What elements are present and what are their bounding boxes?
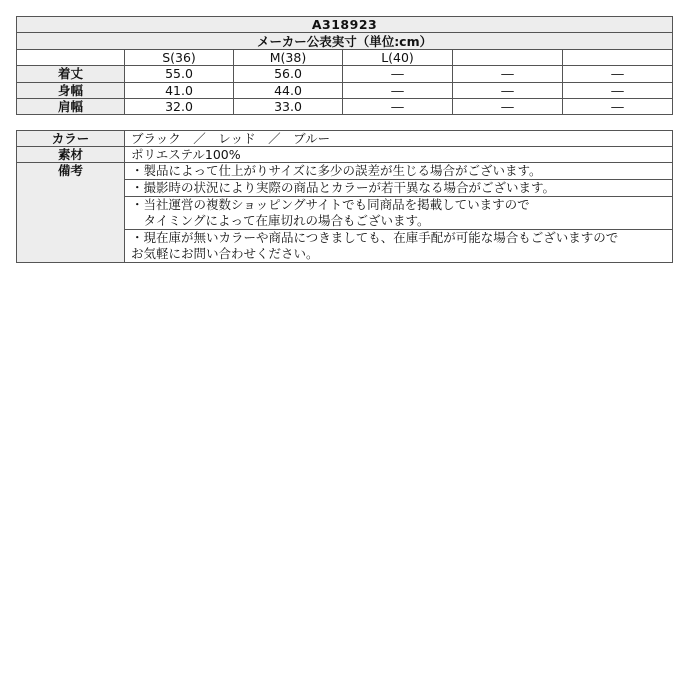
column-header: [17, 49, 125, 65]
table-row: [17, 98, 673, 114]
note-item: [125, 230, 673, 263]
note-row: [17, 163, 673, 180]
cell-value: ―: [343, 66, 453, 82]
column-header-m: M(38): [234, 49, 343, 65]
material-label: 素材: [17, 147, 125, 163]
cell-value: 55.0: [125, 66, 234, 82]
cell-value: 32.0: [125, 98, 234, 114]
color-row: [17, 131, 673, 147]
column-header: [453, 49, 563, 65]
note-line: ・撮影時の状況により実際の商品とカラーが若干異なる場合がございます。: [131, 180, 556, 195]
row-label: 着丈: [17, 66, 125, 82]
note-line: タイミングによって在庫切れの場合もございます。: [131, 213, 430, 228]
row-label: 肩幅: [17, 98, 125, 114]
cell-value: ―: [343, 98, 453, 114]
note-item: [125, 197, 673, 230]
color-label: カラー: [17, 131, 125, 147]
notes-label: 備考: [17, 163, 125, 263]
cell-value: ―: [563, 98, 673, 114]
note-item: [125, 180, 673, 197]
note-line: お気軽にお問い合わせください。: [131, 246, 319, 261]
size-header-row: [17, 49, 673, 65]
cell-value: ―: [453, 82, 563, 98]
table-row: [17, 66, 673, 82]
info-table: [16, 130, 673, 263]
cell-value: 33.0: [234, 98, 343, 114]
cell-value: ―: [563, 66, 673, 82]
size-table-subtitle: メーカー公表実寸（単位:cm）: [17, 33, 673, 49]
table-row: [17, 82, 673, 98]
column-header-s: S(36): [125, 49, 234, 65]
cell-value: 41.0: [125, 82, 234, 98]
note-line: ・製品によって仕上がりサイズに多少の誤差が生じる場合がございます。: [131, 163, 542, 178]
note-line: ・当社運営の複数ショッピングサイトでも同商品を掲載していますので: [131, 197, 530, 212]
cell-value: ―: [453, 98, 563, 114]
material-row: [17, 147, 673, 163]
material-value: ポリエステル100%: [125, 147, 673, 163]
cell-value: ―: [343, 82, 453, 98]
product-code: A318923: [17, 17, 673, 33]
row-label: 身幅: [17, 82, 125, 98]
color-value: ブラック ／ レッド ／ ブルー: [125, 131, 673, 147]
cell-value: 56.0: [234, 66, 343, 82]
column-header: [563, 49, 673, 65]
note-item: [125, 163, 673, 180]
cell-value: 44.0: [234, 82, 343, 98]
size-table: [16, 16, 673, 115]
cell-value: ―: [453, 66, 563, 82]
column-header-l: L(40): [343, 49, 453, 65]
cell-value: ―: [563, 82, 673, 98]
note-line: ・現在庫が無いカラーや商品につきましても、在庫手配が可能な場合もございますので: [131, 230, 619, 245]
